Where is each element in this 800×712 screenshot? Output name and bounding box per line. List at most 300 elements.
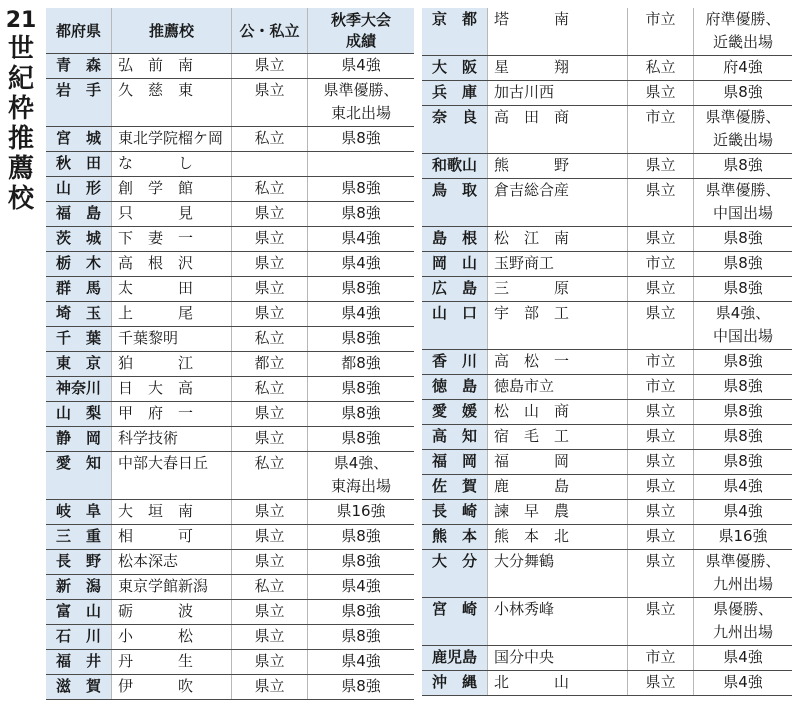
cell-result [694,400,792,424]
cell-school: 高 松 一 [488,350,628,374]
cell-school: 加古川西 [488,81,628,105]
cell-type: 県立 [628,671,694,695]
cell-pref: 大 分 [422,550,488,597]
table-row [46,352,414,377]
table-row [422,8,792,56]
cell-type: 市立 [628,350,694,374]
cell-school: 弘 前 南 [112,54,232,78]
cell-school: 下 妻 一 [112,227,232,251]
cell-type: 県立 [628,81,694,105]
cell-pref: 愛 媛 [422,400,488,424]
cell-pref: 大 阪 [422,56,488,80]
header-pref: 都府県 [46,8,112,53]
cell-pref: 千 葉 [46,327,112,351]
cell-pref: 栃 木 [46,252,112,276]
table-row [422,302,792,350]
cell-school: 宿 毛 工 [488,425,628,449]
result-line: 県4強 [341,577,381,595]
result-line: 東北出場 [330,104,391,122]
table-row [422,350,792,375]
result-line: 県8強 [341,602,381,620]
result-line: 県8強 [341,179,381,197]
cell-result [308,427,414,451]
table-left [46,8,414,700]
result-line: 県4強 [723,477,763,495]
table-row [46,54,414,79]
cell-school: 松 山 商 [488,400,628,424]
result-line: 県4強、 [333,454,389,472]
cell-result [694,475,792,499]
table-body-right [422,8,792,696]
result-line: 県4強 [341,56,381,74]
cell-type: 私立 [232,575,308,599]
result-line: 九州出場 [712,575,773,593]
header-result-line1: 秋季大会 [330,11,391,29]
result-line: 県8強 [341,552,381,570]
result-line: 県16強 [718,527,768,545]
cell-result [308,127,414,151]
cell-result [694,227,792,251]
cell-school: 丹 生 [112,650,232,674]
result-line: 県8強 [723,156,763,174]
cell-type: 県立 [628,227,694,251]
result-line: 中国出場 [712,327,773,345]
title-char: 推 [7,124,34,154]
cell-result [308,79,414,126]
cell-result [308,452,414,499]
title-char: 枠 [7,94,34,124]
cell-pref: 群 馬 [46,277,112,301]
cell-result [308,152,414,176]
page-title [2,8,40,214]
cell-type: 県立 [232,402,308,426]
cell-result [694,550,792,597]
cell-pref: 福 島 [46,202,112,226]
table-row [422,500,792,525]
cell-type: 県立 [232,427,308,451]
cell-type: 県立 [628,400,694,424]
cell-type: 県立 [232,54,308,78]
cell-type: 県立 [232,550,308,574]
cell-result [694,81,792,105]
cell-school: 国分中央 [488,646,628,670]
cell-school: 東京学館新潟 [112,575,232,599]
cell-pref: 香 川 [422,350,488,374]
cell-type: 県立 [628,475,694,499]
table-row [422,400,792,425]
cell-type: 都立 [232,352,308,376]
cell-type: 市立 [628,106,694,153]
table-row [46,550,414,575]
cell-result [308,550,414,574]
result-line: 東海出場 [330,477,391,495]
table-row [422,550,792,598]
cell-type: 県立 [628,450,694,474]
result-line: 県8強 [341,329,381,347]
cell-pref: 京 都 [422,8,488,55]
cell-school: 三 原 [488,277,628,301]
column-divider [416,8,418,703]
table-row [422,227,792,252]
cell-pref: 富 山 [46,600,112,624]
result-line: 県4強 [723,502,763,520]
cell-result [694,425,792,449]
cell-school: 倉吉総合産 [488,179,628,226]
table-row [46,302,414,327]
cell-result [694,179,792,226]
cell-type: 私立 [232,127,308,151]
cell-pref: 神奈川 [46,377,112,401]
cell-school: 松本深志 [112,550,232,574]
cell-school: 伊 吹 [112,675,232,699]
title-char: 世 [7,34,34,64]
cell-pref: 新 潟 [46,575,112,599]
cell-school: 松 江 南 [488,227,628,251]
cell-result [308,327,414,351]
cell-pref: 山 梨 [46,402,112,426]
table-row [46,625,414,650]
cell-school: 小林秀峰 [488,598,628,645]
table-row [422,56,792,81]
cell-pref: 秋 田 [46,152,112,176]
cell-type: 県立 [232,302,308,326]
cell-school: 熊 野 [488,154,628,178]
table-row [422,106,792,154]
cell-result [308,177,414,201]
cell-type: 県立 [628,550,694,597]
cell-pref: 広 島 [422,277,488,301]
cell-type: 県立 [232,252,308,276]
header-result-line2: 成績 [345,32,376,50]
cell-pref: 長 崎 [422,500,488,524]
cell-type [232,152,308,176]
table-row [422,375,792,400]
result-line: 中国出場 [712,204,773,222]
cell-type: 市立 [628,375,694,399]
cell-type: 市立 [628,252,694,276]
cell-result [694,671,792,695]
table-row [422,450,792,475]
cell-result [694,646,792,670]
result-line: 県8強 [723,352,763,370]
cell-school: 熊 本 北 [488,525,628,549]
cell-result [308,575,414,599]
cell-type: 県立 [628,302,694,349]
cell-type: 市立 [628,8,694,55]
table-row [46,402,414,427]
result-line: 県8強 [341,527,381,545]
cell-result [694,350,792,374]
cell-pref: 福 井 [46,650,112,674]
table-row [46,252,414,277]
cell-result [308,625,414,649]
cell-school: 創 学 館 [112,177,232,201]
cell-pref: 岐 阜 [46,500,112,524]
cell-school: 高 田 商 [488,106,628,153]
cell-school: 太 田 [112,277,232,301]
cell-type: 県立 [628,525,694,549]
cell-result [694,500,792,524]
cell-school: な し [112,152,232,176]
cell-type: 県立 [232,277,308,301]
result-line: 県準優勝、 [323,81,399,99]
table-row [46,127,414,152]
header-result [308,8,414,53]
cell-result [694,154,792,178]
cell-pref: 徳 島 [422,375,488,399]
header-type: 公・私立 [232,8,308,53]
cell-pref: 沖 縄 [422,671,488,695]
cell-pref: 兵 庫 [422,81,488,105]
cell-pref: 石 川 [46,625,112,649]
cell-type: 私立 [232,177,308,201]
cell-type: 県立 [232,675,308,699]
cell-type: 県立 [232,625,308,649]
cell-school: 相 可 [112,525,232,549]
cell-result [694,450,792,474]
cell-type: 県立 [232,500,308,524]
table-row [422,154,792,179]
cell-type: 私立 [628,56,694,80]
header-school: 推薦校 [112,8,232,53]
cell-pref: 佐 賀 [422,475,488,499]
cell-result [308,675,414,699]
cell-school: 甲 府 一 [112,402,232,426]
cell-school: 上 尾 [112,302,232,326]
cell-pref: 山 口 [422,302,488,349]
title-prefix: 21 [5,8,37,33]
cell-pref: 長 野 [46,550,112,574]
cell-school: 大 垣 南 [112,500,232,524]
cell-type: 県立 [232,525,308,549]
cell-result [308,377,414,401]
cell-result [308,54,414,78]
title-char: 紀 [7,64,34,94]
result-line: 県8強 [341,627,381,645]
cell-type: 市立 [628,646,694,670]
result-line: 県4強 [341,304,381,322]
cell-type: 県立 [628,425,694,449]
cell-school: 星 翔 [488,56,628,80]
result-line: 県4強 [723,648,763,666]
result-line: 県4強 [341,652,381,670]
table-row [422,671,792,696]
cell-type: 県立 [232,202,308,226]
cell-pref: 岡 山 [422,252,488,276]
cell-result [694,302,792,349]
cell-pref: 鳥 取 [422,179,488,226]
cell-pref: 島 根 [422,227,488,251]
cell-pref: 和歌山 [422,154,488,178]
cell-pref: 宮 城 [46,127,112,151]
cell-school: 宇 部 工 [488,302,628,349]
result-line: 県準優勝、 [705,552,781,570]
cell-pref: 熊 本 [422,525,488,549]
result-line: 県16強 [336,502,386,520]
result-line: 近畿出場 [712,131,773,149]
table-row [46,277,414,302]
result-line: 県8強 [341,404,381,422]
table-row [422,425,792,450]
cell-school: 日 大 高 [112,377,232,401]
cell-result [308,525,414,549]
result-line: 県8強 [723,402,763,420]
cell-result [308,227,414,251]
cell-pref: 福 岡 [422,450,488,474]
cell-school: 千葉黎明 [112,327,232,351]
cell-result [308,252,414,276]
cell-type: 私立 [232,327,308,351]
cell-result [694,8,792,55]
cell-school: 中部大春日丘 [112,452,232,499]
result-line: 県8強 [341,379,381,397]
result-line: 府準優勝、 [705,10,781,28]
table-row [46,575,414,600]
cell-type: 県立 [232,600,308,624]
cell-school: 徳島市立 [488,375,628,399]
cell-pref: 滋 賀 [46,675,112,699]
table-row [46,202,414,227]
result-line: 県8強 [723,279,763,297]
result-line: 県準優勝、 [705,108,781,126]
cell-pref: 東 京 [46,352,112,376]
cell-school: 玉野商工 [488,252,628,276]
table-row [46,79,414,127]
table-row [46,427,414,452]
table-row [422,475,792,500]
cell-result [694,56,792,80]
result-line: 府4強 [723,58,763,76]
table-row [422,179,792,227]
table-row [46,227,414,252]
result-line: 県8強 [341,429,381,447]
table-row [422,525,792,550]
cell-type: 県立 [232,227,308,251]
cell-type: 県立 [628,500,694,524]
cell-pref: 三 重 [46,525,112,549]
table-row [46,525,414,550]
cell-school: 小 松 [112,625,232,649]
cell-school: 北 山 [488,671,628,695]
table-row [46,600,414,625]
cell-school: 高 根 沢 [112,252,232,276]
table-row [46,177,414,202]
cell-result [308,352,414,376]
cell-type: 県立 [232,650,308,674]
cell-result [694,375,792,399]
cell-school: 久 慈 東 [112,79,232,126]
result-line: 県8強 [723,229,763,247]
cell-pref: 奈 良 [422,106,488,153]
result-line: 県優勝、 [712,600,773,618]
cell-result [694,525,792,549]
cell-type: 県立 [628,179,694,226]
cell-school: 只 見 [112,202,232,226]
result-line: 都8強 [341,354,381,372]
cell-pref: 山 形 [46,177,112,201]
result-line: 県8強 [723,452,763,470]
result-line: 県8強 [723,427,763,445]
cell-result [308,277,414,301]
result-line: 近畿出場 [712,33,773,51]
cell-result [308,302,414,326]
result-line: 県8強 [723,83,763,101]
cell-result [308,650,414,674]
table-row [422,598,792,646]
cell-result [308,600,414,624]
cell-type: 県立 [628,277,694,301]
table-right [422,8,792,696]
result-line: 九州出場 [712,623,773,641]
cell-result [694,252,792,276]
cell-result [308,402,414,426]
table-row [422,646,792,671]
cell-pref: 埼 玉 [46,302,112,326]
cell-type: 私立 [232,452,308,499]
result-line: 県4強、 [715,304,771,322]
result-line: 県8強 [341,204,381,222]
result-line: 県4強 [723,673,763,691]
cell-school: 諫 早 農 [488,500,628,524]
result-line: 県8強 [723,254,763,272]
cell-result [694,106,792,153]
table-row [46,377,414,402]
cell-type: 私立 [232,377,308,401]
result-line: 県準優勝、 [705,181,781,199]
cell-pref: 青 森 [46,54,112,78]
table-body-left [46,54,414,700]
result-line: 県8強 [341,129,381,147]
cell-type: 県立 [628,154,694,178]
cell-result [694,598,792,645]
table-row [46,152,414,177]
cell-pref: 静 岡 [46,427,112,451]
table-row [46,675,414,700]
table-row [46,327,414,352]
cell-result [308,202,414,226]
result-line: 県4強 [341,229,381,247]
title-char: 薦 [7,154,34,184]
table-row [46,500,414,525]
table-row [46,650,414,675]
result-line: 県4強 [341,254,381,272]
table-header [46,8,414,54]
cell-school: 塔 南 [488,8,628,55]
title-char: 校 [7,184,34,214]
table-row [422,81,792,106]
cell-result [694,277,792,301]
cell-school: 科学技術 [112,427,232,451]
cell-school: 大分舞鶴 [488,550,628,597]
cell-school: 狛 江 [112,352,232,376]
cell-pref: 岩 手 [46,79,112,126]
cell-type: 県立 [628,598,694,645]
table-row [422,252,792,277]
cell-pref: 高 知 [422,425,488,449]
result-line: 県8強 [341,677,381,695]
cell-pref: 茨 城 [46,227,112,251]
cell-pref: 鹿児島 [422,646,488,670]
cell-school: 鹿 島 [488,475,628,499]
cell-type: 県立 [232,79,308,126]
table-row [46,452,414,500]
result-line: 県8強 [723,377,763,395]
result-line: 県8強 [341,279,381,297]
cell-pref: 愛 知 [46,452,112,499]
table-row [422,277,792,302]
cell-school: 砺 波 [112,600,232,624]
cell-school: 福 岡 [488,450,628,474]
